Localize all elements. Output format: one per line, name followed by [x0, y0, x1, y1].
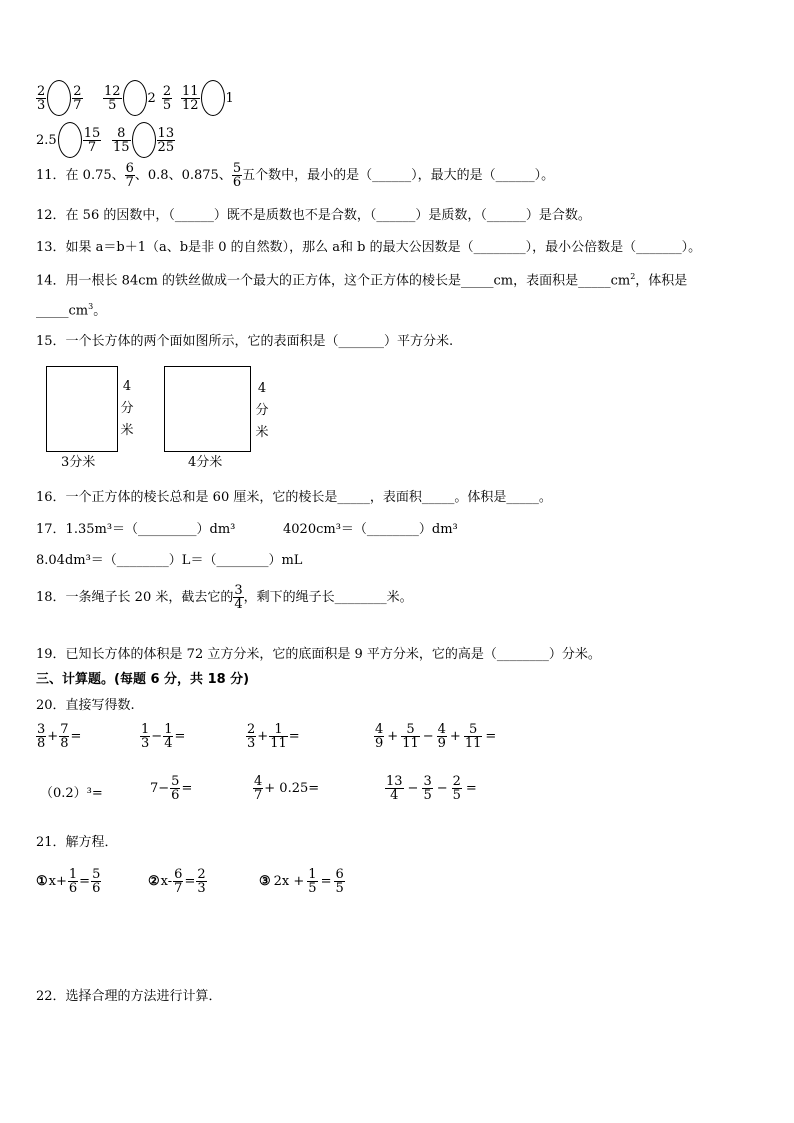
fraction: $\frac{8}{15}$ — [113, 125, 130, 155]
fraction: $\frac{5}{6}$ — [232, 161, 242, 190]
expr-1: $\frac{3}{8}$ + $\frac{7}{8}$ = — [37, 722, 82, 751]
equation-1: ① x+ $\frac{1}{6}$ = $\frac{5}{6}$ — [36, 867, 101, 896]
fraction: $\frac{3}{4}$ — [234, 583, 243, 612]
answer-oval[interactable] — [201, 80, 225, 116]
question-12: 12．在 56 的因数中，（______）既不是质数也不是合数，（______）是质数，（______）是合数。 — [36, 208, 591, 223]
section-3-heading: 三、计算题。(每题 6 分，共 18 分) — [36, 672, 250, 687]
expr-4: $\frac{4}{9}$ + $\frac{5}{11}$ − $\frac{4}{9}$ + $\frac{5}{11}$ = — [375, 722, 497, 751]
answer-oval[interactable] — [58, 122, 82, 158]
fraction: $\frac{2}{3}$ — [37, 83, 46, 113]
number: 1 — [225, 90, 234, 106]
rectangle-face-right — [164, 366, 251, 452]
question-19: 19．已知长方体的体积是 72 立方分米，它的底面积是 9 平方分米，它的高是（________）分米。 — [36, 647, 601, 662]
question-16: 16．一个正方体的棱长总和是 60 厘米，它的棱长是_____，表面积_____。体积是_____。 — [36, 490, 552, 505]
compare-item-3 — [181, 80, 234, 116]
bottom-label-right: 4分米 — [188, 455, 223, 470]
equation-2: ② x- $\frac{6}{7}$ = $\frac{2}{3}$ — [148, 867, 206, 896]
side-label-left: 4 分 米 — [120, 379, 134, 438]
fraction: $\frac{13}{25}$ — [157, 125, 175, 155]
fraction: $\frac{2}{5}$ — [162, 83, 172, 113]
compare-item-4 — [36, 122, 101, 158]
question-17-b: 4020cm³＝（________）dm³ — [283, 522, 458, 537]
fraction: $\frac{6}{7}$ — [125, 161, 134, 190]
expr-8: $\frac{13}{4}$ − $\frac{3}{5}$ − $\frac{2}{5}$ = — [386, 774, 477, 803]
answer-oval[interactable] — [47, 80, 71, 116]
number: 2.5 — [36, 132, 57, 148]
fraction: $\frac{11}{12}$ — [182, 83, 199, 113]
expr-3: $\frac{2}{3}$ + $\frac{1}{11}$ = — [247, 722, 300, 751]
expr-7: $\frac{4}{7}$ + 0.25= — [254, 774, 320, 803]
question-14-line-1: 14．用一根长 84cm 的铁丝做成一个最大的正方体，这个正方体的棱长是_____cm，表面积是$\_\_\_\_\_cm^2$，体积是 — [36, 272, 688, 289]
question-17-c: 8.04dm³＝（________）L＝（________）mL — [36, 553, 303, 568]
question-17-a: 17．1.35m³＝（_________）dm³ — [36, 522, 236, 537]
equation-3: ③ 2x + $\frac{1}{5}$ = $\frac{6}{5}$ — [259, 867, 344, 896]
question-22: 22．选择合理的方法进行计算． — [36, 989, 222, 1004]
question-21: 21．解方程． — [36, 835, 118, 850]
question-11: 11．在 0.75、 $\frac{6}{7}$ 、0.8、0.875、 $\frac{5}{6}$ 五个数中，最小的是（______），最大的是（______）。 — [36, 161, 555, 190]
fraction: $\frac{12}{5}$ — [104, 83, 121, 113]
question-20: 20．直接写得数. — [36, 698, 135, 713]
expr-5: （0.2）³= — [40, 786, 103, 801]
side-label-right: 4 分 米 — [255, 381, 269, 440]
fraction: $\frac{2}{7}$ — [73, 83, 82, 113]
question-18: 18．一条绳子长 20 米，截去它的 $\frac{3}{4}$ ，剩下的绳子长________米。 — [36, 583, 413, 612]
question-13: 13．如果 a＝b＋1（a、b是非 0 的自然数），那么 a和 b 的最大公因数是（________），最小公倍数是（_______）。 — [36, 240, 702, 255]
compare-item-5 — [112, 122, 175, 158]
fraction: $\frac{15}{7}$ — [83, 125, 101, 155]
whole-number: 2 — [147, 90, 156, 106]
answer-oval[interactable] — [132, 122, 156, 158]
question-14-line-2: $\_\_\_\_\_cm^3$。 — [36, 302, 107, 319]
bottom-label-left: 3分米 — [61, 455, 96, 470]
expr-2: $\frac{1}{3}$ − $\frac{1}{4}$ = — [141, 722, 186, 751]
question-15: 15．一个长方体的两个面如图所示，它的表面积是（_______）平方分米. — [36, 334, 454, 349]
compare-item-2 — [103, 80, 172, 116]
compare-item-1 — [36, 80, 83, 116]
rectangle-face-left — [46, 366, 118, 452]
expr-6: 7− $\frac{5}{6}$ = — [150, 774, 193, 803]
answer-oval[interactable] — [123, 80, 147, 116]
